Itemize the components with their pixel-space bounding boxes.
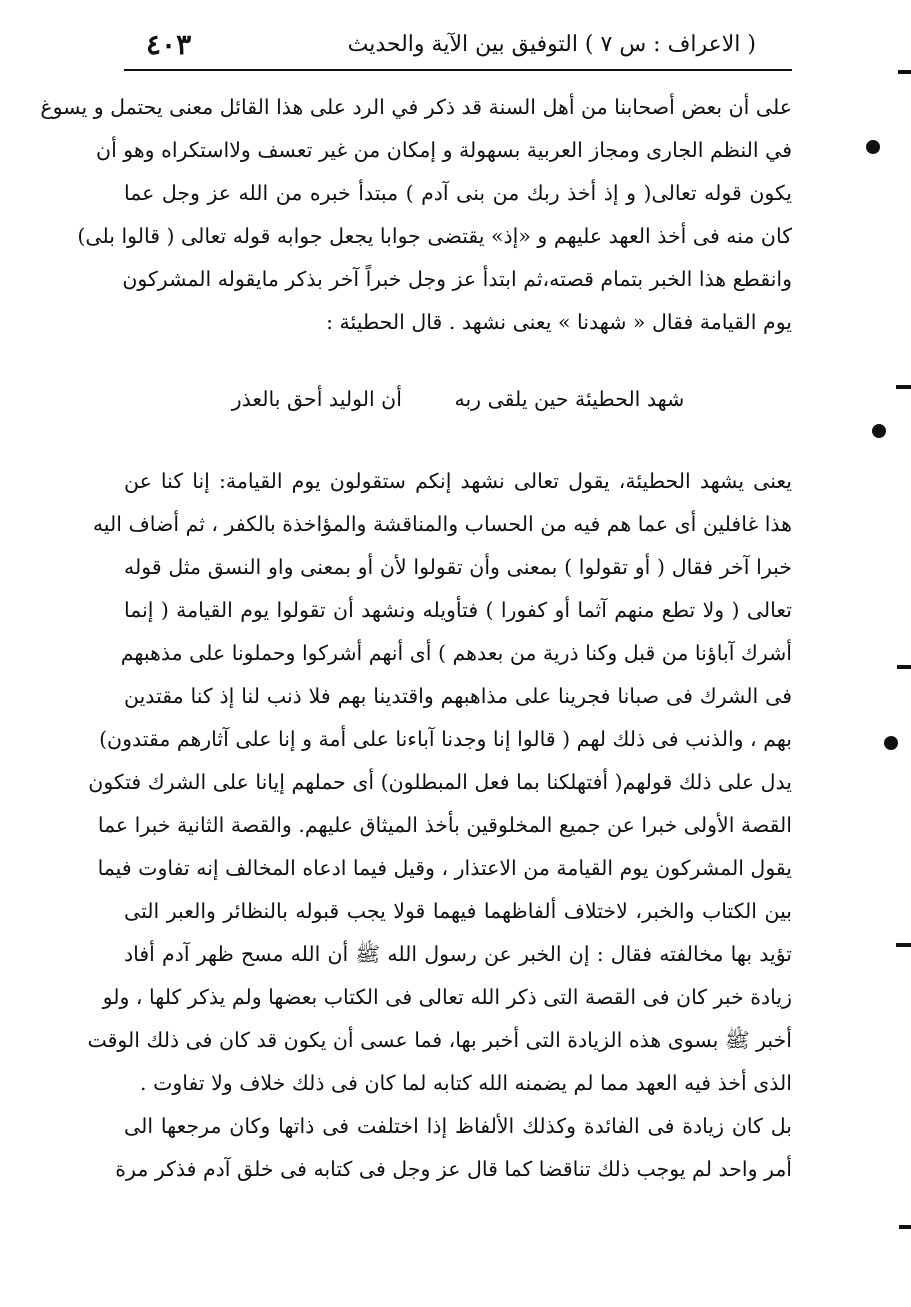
scan-blot bbox=[884, 736, 898, 750]
scan-mark bbox=[896, 385, 911, 389]
header-rule bbox=[124, 69, 792, 71]
poetry-verse bbox=[124, 344, 792, 430]
running-header bbox=[124, 28, 792, 68]
text-line: يقول المشركون يوم القيامة من الاعتذار ، وقيل فيما ادعاه المخالف إنه تفاوت فيما bbox=[97, 856, 792, 880]
verse-hemistich-right: شهد الحطيئة حين يلقى ربه bbox=[454, 387, 685, 411]
text-line: الذى أخذ فيه العهد مما لم يضمنه الله كتابه لما كان فى ذلك خلاف ولا تفاوت . bbox=[140, 1071, 792, 1095]
text-line: بهم ، والذنب فى ذلك لهم ( قالوا إنا وجدنا آباءنا على أمة و إنا على آثارهم مقتدون) bbox=[99, 727, 792, 751]
text-line: هذا غافلين أى عما هم فيه من الحساب والمناقشة والمؤاخذة بالكفر ، ثم أضاف اليه bbox=[92, 512, 792, 536]
text-line: بين الكتاب والخبر، لاختلاف ألفاظهما فيهما قولا يجب قبوله بالنظائر والعبر التى bbox=[124, 899, 792, 923]
text-line: زيادة خبر كان فى القصة التى ذكر الله تعالى فى الكتاب بعضها ولم يذكر كلها ، ولو bbox=[102, 985, 792, 1009]
text-line: يوم القيامة فقال « شهدنا » يعنى نشهد . قال الحطيئة : bbox=[326, 310, 792, 334]
text-line: كان منه فى أخذ العهد عليهم و «إذ» يقتضى جوابا يجعل جوابه قوله تعالى ( قالوا بلى) bbox=[77, 224, 792, 248]
text-line: في النظم الجارى ومجاز العربية بسهولة و إمكان من غير تعسف ولااستكراه وهو أن bbox=[96, 138, 792, 162]
text-line: يعنى يشهد الحطيئة، يقول تعالى نشهد إنكم ستقولون يوم القيامة: إنا كنا عن bbox=[124, 469, 792, 493]
page-number: ٤٠٣ bbox=[146, 28, 192, 61]
text-line: يدل على ذلك قولهم( أفتهلكنا بما فعل المبطلون) أى حملهم إيانا على الشرك فتكون bbox=[88, 770, 792, 794]
text-line: أمر واحد لم يوجب ذلك تناقضا كما قال عز وجل فى كتابه فى خلق آدم فذكر مرة bbox=[115, 1157, 792, 1181]
scan-mark bbox=[899, 1225, 911, 1229]
scan-mark bbox=[898, 70, 911, 74]
text-line: أخبر ﷺ بسوى هذه الزيادة التى أخبر بها، فما عسى أن يكون قد كان فى ذلك الوقت bbox=[87, 1028, 792, 1052]
scan-blot bbox=[872, 424, 886, 438]
text-line: تؤيد بها مخالفته فقال : إن الخبر عن رسول الله ﷺ أن الله مسح ظهر آدم أفاد bbox=[124, 942, 792, 966]
paragraph-3 bbox=[115, 1105, 792, 1191]
scan-mark bbox=[897, 665, 911, 669]
text-line: خبرا آخر فقال ( أو تقولوا ) بمعنى وأن تقولوا لأن أو بمعنى واو النسق مثل قوله bbox=[124, 555, 792, 579]
text-line: تعالى ( ولا تطع منهم آثما أو كفورا ) فتأويله ونشهد أن تقولوا يوم القيامة ( إنما bbox=[124, 598, 792, 622]
text-line: على أن بعض أصحابنا من أهل السنة قد ذكر في الرد على هذا القائل معنى يحتمل و يسوغ bbox=[40, 95, 792, 119]
text-line: يكون قوله تعالى( و إذ أخذ ربك من بنى آدم ) مبتدأ خبره من الله عز وجل عما bbox=[124, 181, 792, 205]
text-line: أشرك آباؤنا من قبل وكنا ذرية من بعدهم ) أى أنهم أشركوا وحملونا على مذهبهم bbox=[120, 641, 792, 665]
paragraph-1 bbox=[40, 86, 792, 344]
text-line: بل كان زيادة فى الفائدة وكذلك الألفاظ إذا اختلفت فى ذاتها وكان مرجعها الى bbox=[124, 1114, 792, 1138]
page-body bbox=[40, 86, 792, 1191]
verse-hemistich-left: أن الوليد أحق بالعذر bbox=[231, 387, 402, 411]
scan-blot bbox=[866, 140, 880, 154]
paragraph-2 bbox=[87, 460, 792, 1105]
scan-mark bbox=[896, 943, 911, 947]
header-title: ( الاعراف : س ٧ ) التوفيق بين الآية والحديث bbox=[347, 32, 756, 57]
text-line: فى الشرك فى صبانا فجرينا على مذاهبهم واقتدينا بهم فلا ذنب لنا إذ كنا مقتدين bbox=[124, 684, 792, 708]
text-line: القصة الأولى خبرا عن جميع المخلوقين بأخذ الميثاق عليهم. والقصة الثانية خبرا عما bbox=[97, 813, 792, 837]
text-line: وانقطع هذا الخبر بتمام قصته،ثم ابتدأ عز وجل خبراً آخر بذكر مايقوله المشركون bbox=[122, 267, 792, 291]
